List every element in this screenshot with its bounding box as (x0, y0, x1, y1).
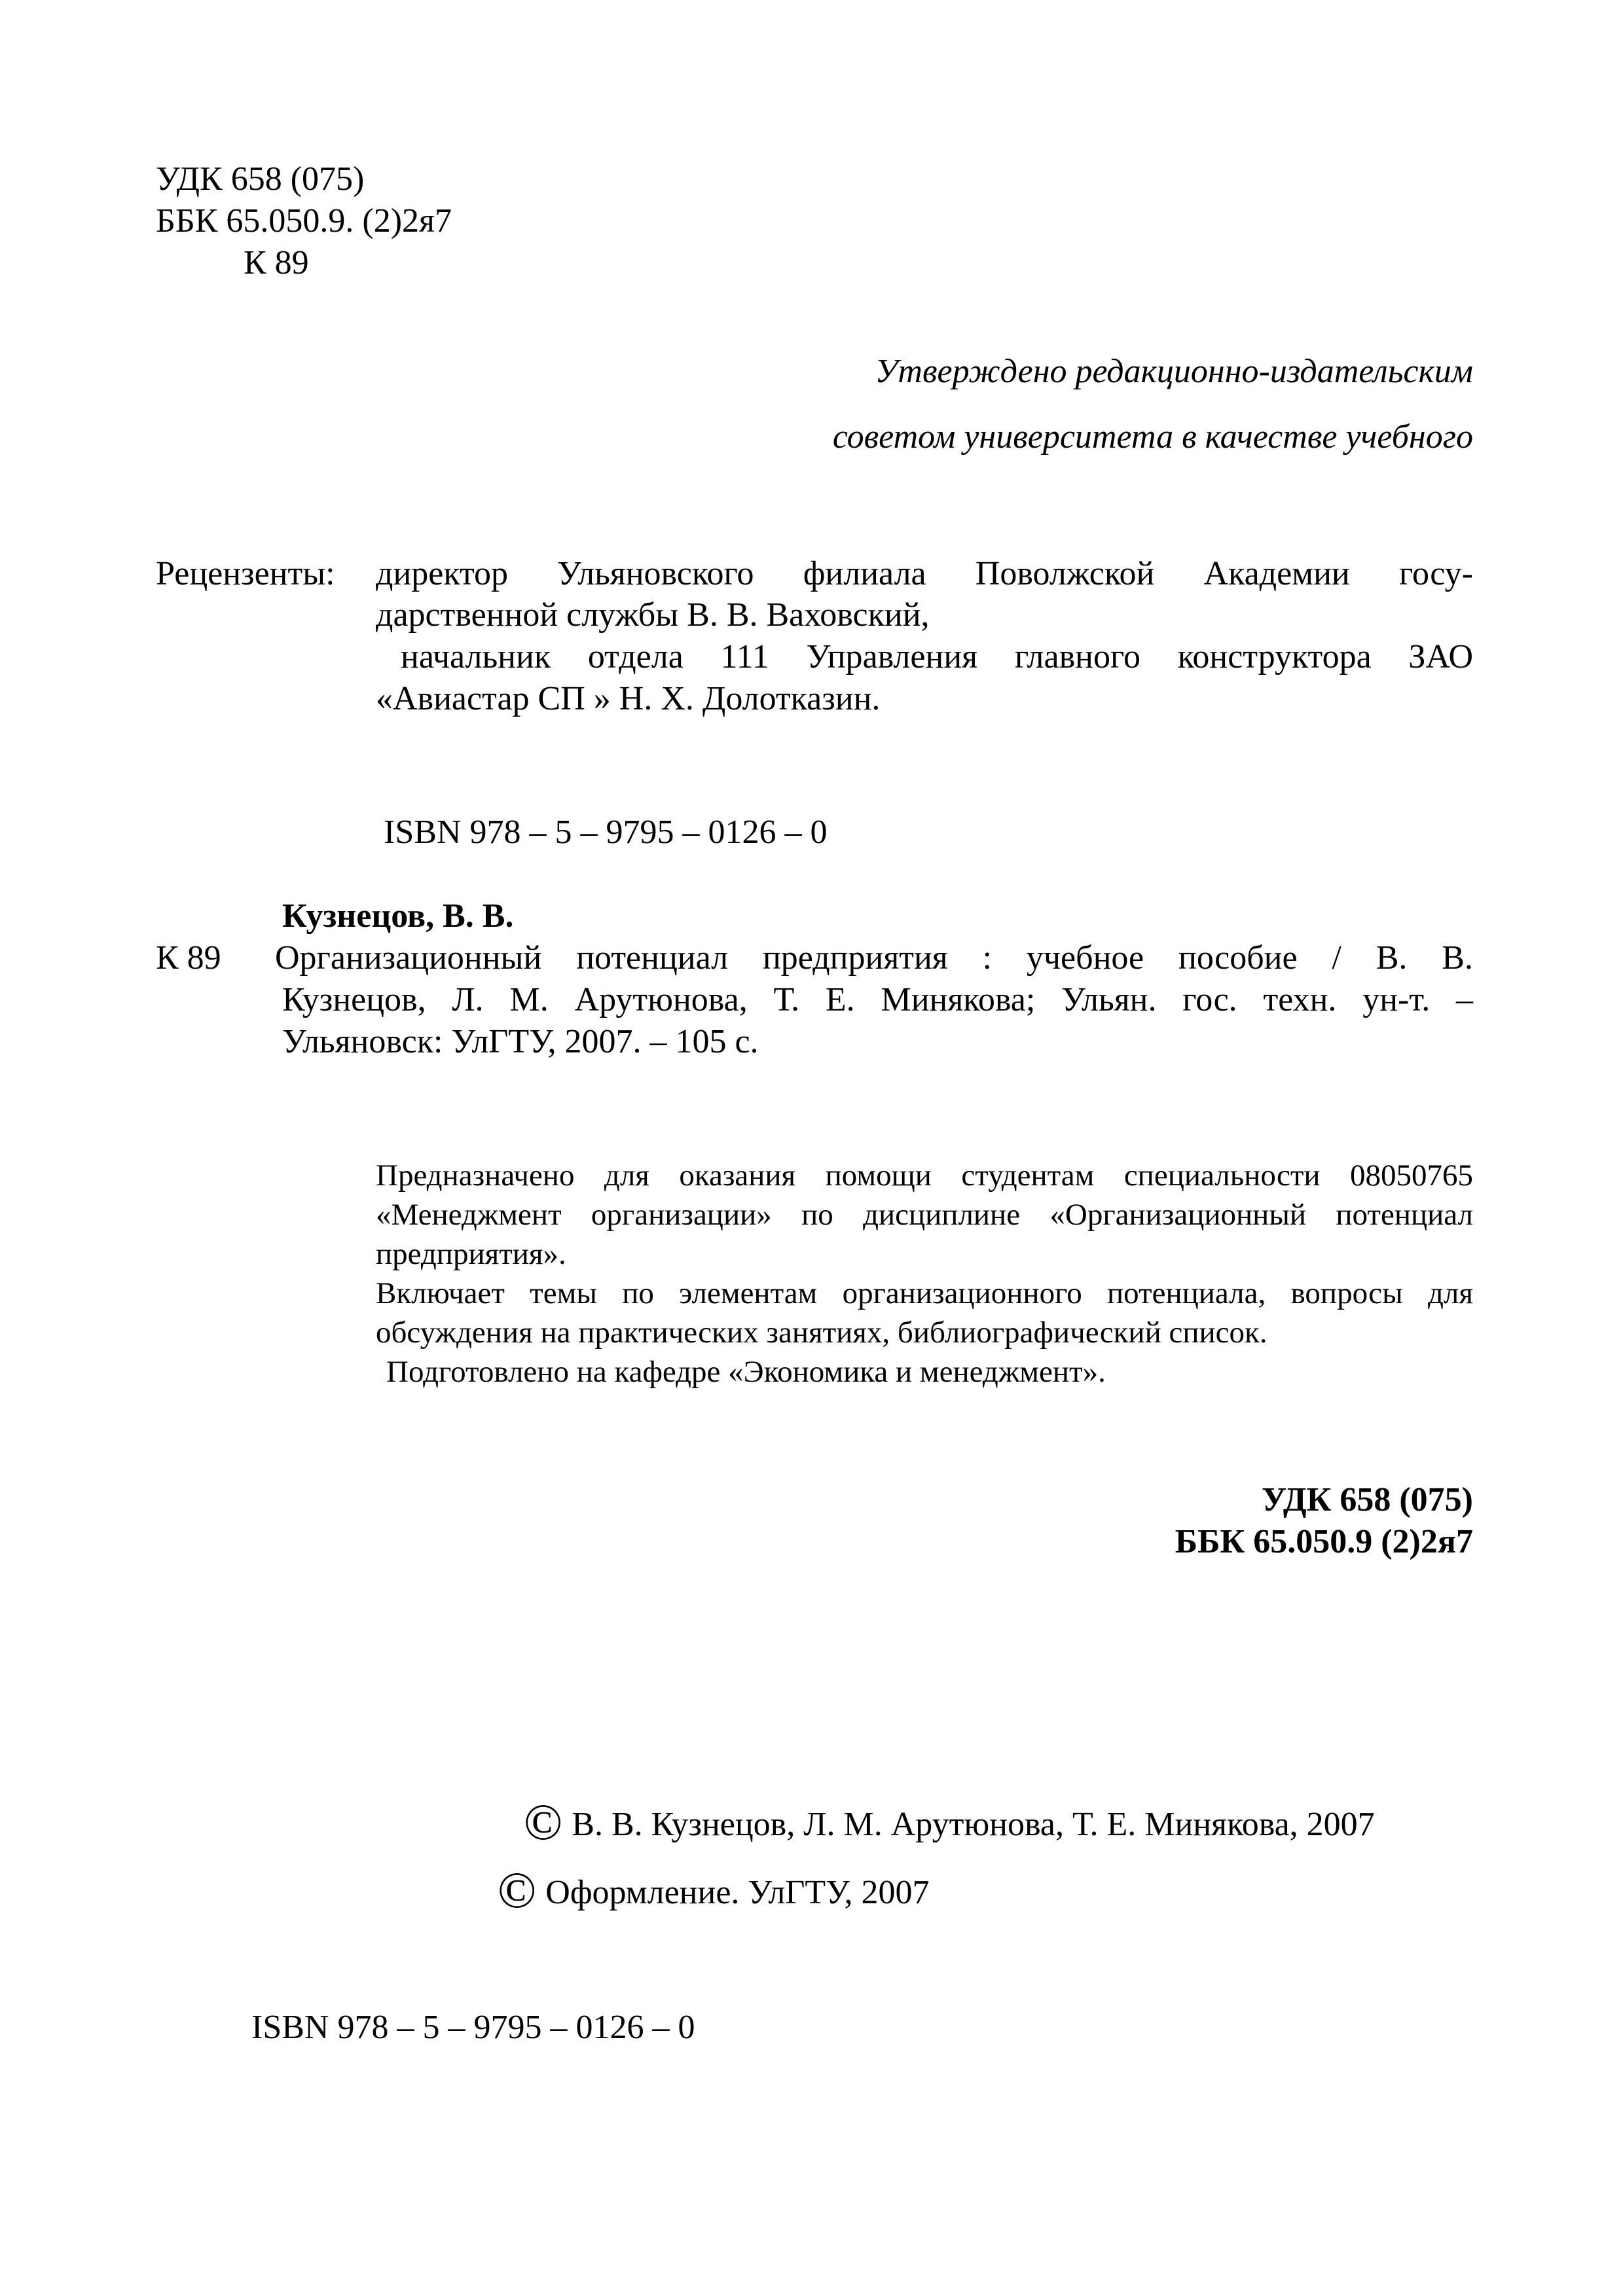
reviewers-line-4: «Авиастар СП » Н. Х. Долотказин. (376, 680, 881, 717)
annotation-line-6: Подготовлено на кафедре «Экономика и менеджмент». (386, 1355, 1106, 1389)
reviewers-label: Рецензенты: (156, 555, 335, 592)
annotation-line-1: Предназначено для оказания помощи студентам специальности 08050765 (376, 1158, 1473, 1193)
catalog-line-1: Организационный потенциал предприятия : учебное пособие / В. В. (275, 939, 1473, 977)
copyright-design: Оформление. УлГТУ, 2007 (545, 1874, 930, 1911)
bottom-bbk: ББК 65.050.9 (2)2я7 (1175, 1523, 1473, 1560)
copyright-line-1 (524, 1793, 1375, 1850)
header-author-mark: К 89 (244, 244, 309, 281)
catalog-line-2: Кузнецов, Л. М. Арутюнова, Т. Е. Минякова; Ульян. гос. техн. ун-т. – (282, 981, 1473, 1018)
approval-line-2: советом университета в качестве учебного (832, 418, 1473, 456)
reviewers-line-1: директор Ульяновского филиала Поволжской Академии госу- (376, 555, 1473, 592)
isbn-top: ISBN 978 – 5 – 9795 – 0126 – 0 (384, 814, 828, 851)
header-bbk: ББК 65.050.9. (2)2я7 (156, 202, 452, 240)
copyright-line-2 (498, 1861, 930, 1918)
isbn-bottom: ISBN 978 – 5 – 9795 – 0126 – 0 (251, 2009, 695, 2046)
reviewers-line-3: начальник отдела 111 Управления главного конструктора ЗАО (401, 638, 1473, 675)
catalog-line-3: Ульяновск: УлГТУ, 2007. – 105 с. (282, 1023, 759, 1060)
copyright-authors: В. В. Кузнецов, Л. М. Арутюнова, Т. Е. Минякова, 2007 (572, 1806, 1375, 1843)
annotation-line-3: предприятия». (376, 1237, 566, 1271)
bottom-udk: УДК 658 (075) (1261, 1481, 1473, 1518)
header-udk: УДК 658 (075) (156, 160, 365, 198)
reviewers-line-2: дарственной службы В. В. Ваховский, (376, 596, 930, 634)
catalog-mark: К 89 (156, 939, 221, 977)
approval-line-1: Утверждено редакционно-издательским (875, 353, 1473, 390)
annotation-line-2: «Менеджмент организации» по дисциплине «Организационный потенциал (376, 1198, 1473, 1232)
copyright-icon: © (524, 1793, 563, 1850)
annotation-line-5: обсуждения на практических занятиях, библиографический список. (376, 1316, 1267, 1350)
annotation-line-4: Включает темы по элементам организационного потенциала, вопросы для (376, 1276, 1473, 1310)
catalog-author: Кузнецов, В. В. (282, 897, 514, 935)
copyright-icon-2: © (498, 1861, 537, 1918)
